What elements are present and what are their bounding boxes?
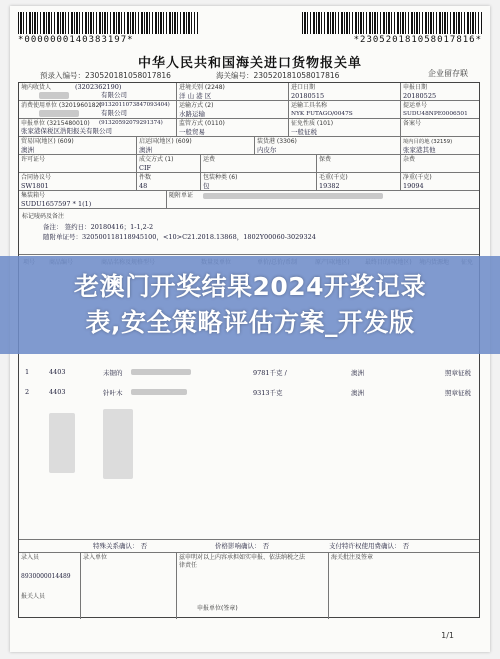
row-consumer — [19, 101, 479, 119]
cell-deal-mode: 成交方式 (1) CIF — [137, 155, 201, 172]
cell-tax-nature: 征免性质 (101) 一般征税 — [289, 119, 401, 136]
cell-container: 集装箱号 SUDU1657597 * 1(1) — [19, 191, 167, 208]
row-confirmations: 特殊关系确认： 否 价格影响确认： 否 支付特许权使用费确认： 否 — [19, 539, 479, 553]
cell-freight: 运费 — [201, 155, 317, 172]
cell-entry-port: 进境关别 (2248) 洋 山 港 区 — [177, 83, 289, 100]
banner-line-2: 表,安全策略评估方案_开发版 — [85, 308, 415, 337]
row-contract — [19, 173, 479, 191]
cell-license: 许可证号 — [19, 155, 137, 172]
cell-contract: 合同协议号 SW1801 — [19, 173, 137, 190]
cell-entry-person: 录入员 8930000014489 报关人员 — [19, 553, 81, 619]
row-signatures — [19, 553, 479, 619]
cell-package: 包装种类 (6) 包 — [201, 173, 317, 190]
goods-line: 2 4403 针叶木 9313千克 澳洲 照章征税 — [25, 388, 471, 397]
row-declarant — [19, 119, 479, 137]
cell-trade-country: 贸易国(地区) (609) 澳洲 — [19, 137, 137, 154]
cell-vessel: 运输工具名称 NYK FUTAGO/0047S — [289, 101, 401, 118]
copy-label: 企业留存联 — [428, 69, 468, 78]
cell-destination: 境内目的地 (32159) 张家港其他 — [403, 139, 453, 154]
cell-import-date: 进口日期 20180515 — [289, 83, 401, 100]
form-title: 中华人民共和国海关进口货物报关单 — [137, 56, 362, 71]
row-consignee — [19, 83, 479, 101]
cell-consignee: 境内收货人 (3202362190) 有限公司 — [19, 83, 177, 100]
barcode-right — [302, 12, 482, 34]
cell-gross-weight: 毛重(千克) 19382 — [317, 173, 401, 190]
page-number: 1/1 — [441, 631, 454, 640]
cell-declarant: 申报单位 (3215480010) (91320592079291374) 张家港保税区浩阳报关有限公司 — [19, 119, 177, 136]
banner-line-1: 老澳门开奖结果2024开奖记录 — [73, 272, 427, 301]
cell-declare-date: 申报日期 20180525 — [403, 84, 437, 100]
cell-attached-docs: 随附单证 — [167, 191, 481, 208]
row-remarks: 标记唛码及备注 备注： 签约日：20180416；1-1,2-2 随附单证号：320500118118945100，<10>C21.2018.13868，1802Y00060-3029324 — [19, 209, 479, 255]
cell-record-no: 备案号 — [403, 120, 422, 127]
cell-transport-mode: 运输方式 (2) 水路运输 — [177, 101, 289, 118]
barcode-right-text: *230520181058017816* — [353, 35, 482, 45]
goods-line: 1 4403 未锯的 9781千克 / 澳洲 照章征税 — [25, 368, 471, 377]
cell-entry-unit: 录入单位 — [81, 553, 177, 619]
cell-loading-port: 装货港 (3306) 内皮尔 — [255, 137, 401, 154]
barcode-left — [18, 12, 198, 34]
cell-insurance: 保费 — [317, 155, 401, 172]
cell-pieces: 件数 48 — [137, 173, 201, 190]
cell-misc: 杂费 — [403, 156, 416, 163]
row-license — [19, 155, 479, 173]
overlay-banner — [0, 256, 500, 354]
cell-bill-of-lading: 提运单号 SUDU48NPE0006501 — [403, 102, 468, 117]
cell-customs-stamp: 海关批注及签章 — [331, 554, 374, 561]
cell-supervision: 监管方式 (0110) 一般贸易 — [177, 119, 289, 136]
barcode-left-text: *0000000140383197* — [18, 35, 134, 45]
cell-origin-country: 启运国(地区) (609) 澳洲 — [137, 137, 255, 154]
customs-number: 海关编号：230520181058017816 — [216, 71, 340, 80]
row-container — [19, 191, 479, 209]
row-countries — [19, 137, 479, 155]
cell-declaration: 兹申明对以上内容承担如实申报、依法纳税之法律责任 申报单位(签章) — [177, 553, 329, 619]
preentry-number: 预录入编号：230520181058017816 — [40, 71, 171, 80]
cell-consumer: 消费使用单位 (3201960182) (9132011073847093404) 有限公司 — [19, 101, 177, 118]
cell-net-weight: 净重(千克) 19094 — [403, 174, 432, 190]
